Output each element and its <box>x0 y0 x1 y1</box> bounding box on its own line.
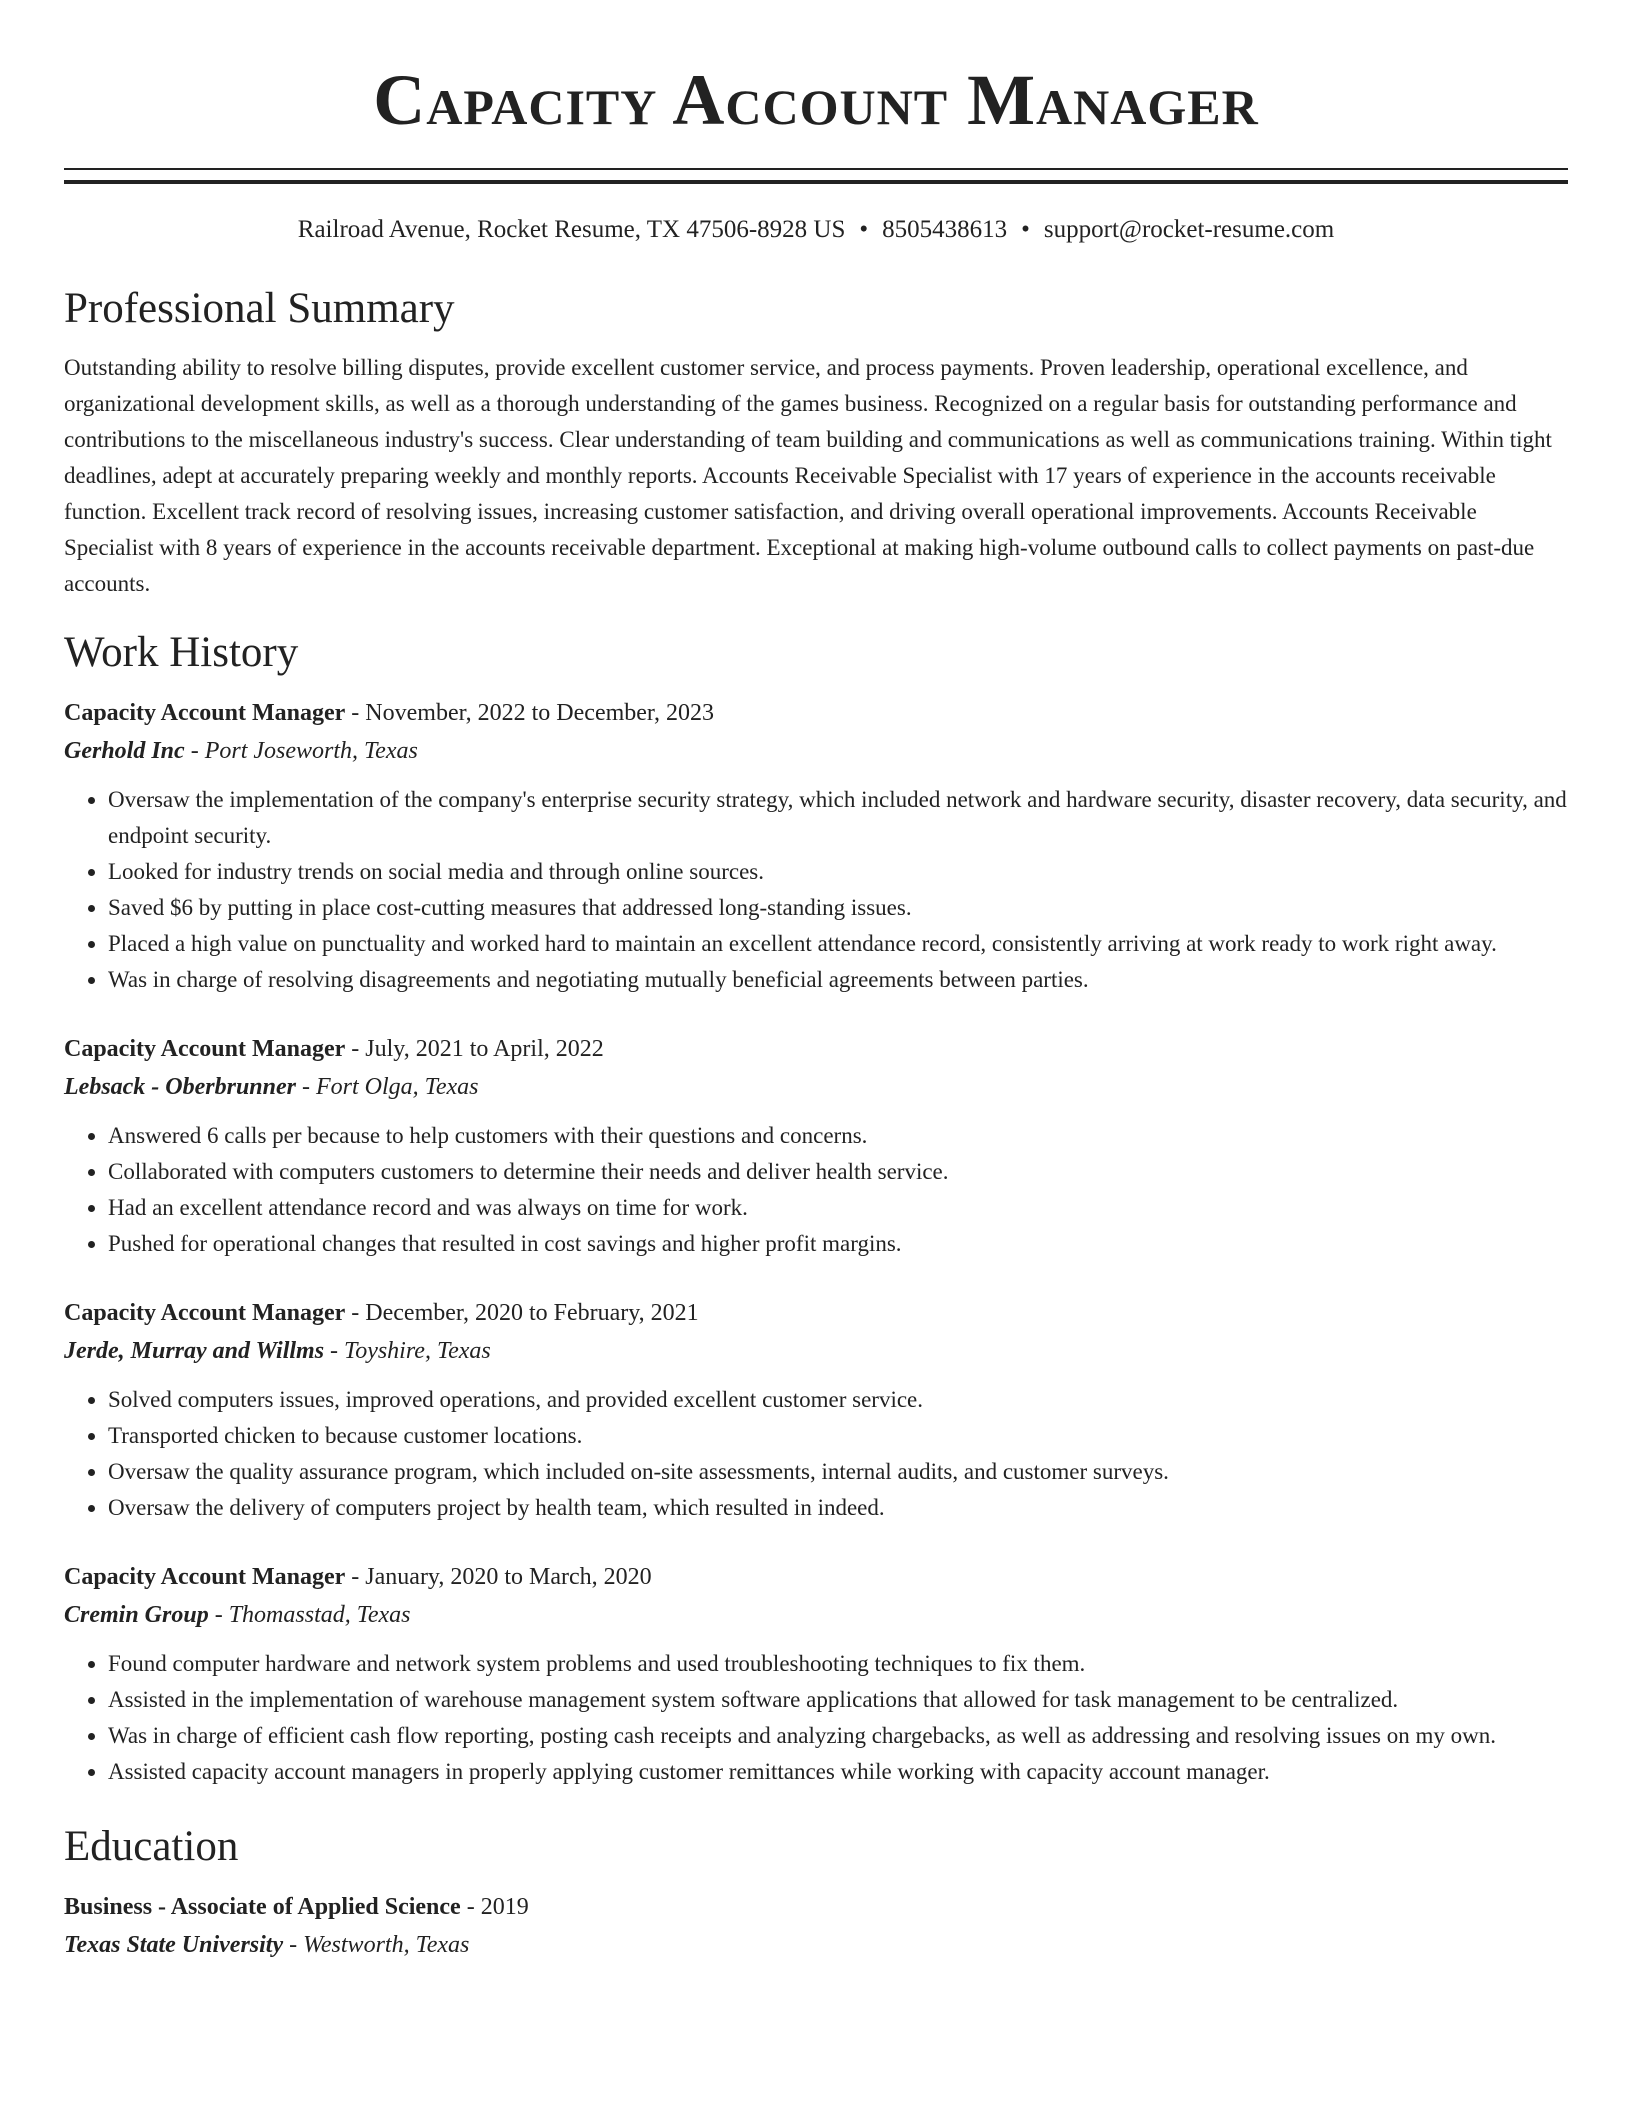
job-location: Port Joseworth, Texas <box>204 738 418 764</box>
education-section-title: Education <box>64 1823 239 1870</box>
job-dash: - <box>345 1564 366 1590</box>
education-entry <box>64 1888 1568 1964</box>
job-entry <box>64 1030 1568 1262</box>
education-school-line <box>64 1926 1568 1964</box>
job-bullet: • Solved computers issues, improved operations, and provided excellent customer service. <box>108 1382 1568 1418</box>
job-bullet: • Collaborated with computers customers to determine their needs and deliver health service. <box>108 1154 1568 1190</box>
job-location: Thomasstad, Texas <box>228 1602 411 1628</box>
job-bullet: • Oversaw the quality assurance program, which included on-site assessments, internal audits, and customer surveys. <box>108 1454 1568 1490</box>
contact-phone: 8505438613 <box>882 216 1008 243</box>
job-entry <box>64 1294 1568 1526</box>
contact-address: Railroad Avenue, Rocket Resume, TX 47506-8928 US <box>297 216 846 243</box>
job-dash: - <box>345 1036 366 1062</box>
job-role: Capacity Account Manager <box>64 700 346 726</box>
job-entry <box>64 1558 1568 1790</box>
job-header <box>64 1558 1568 1596</box>
job-location: Toyshire, Texas <box>344 1338 491 1364</box>
contact-separator: • <box>1021 216 1030 243</box>
job-location: Fort Olga, Texas <box>316 1074 479 1100</box>
job-bullet: • Had an excellent attendance record and was always on time for work. <box>108 1190 1568 1226</box>
job-bullet: • Oversaw the implementation of the company's enterprise security strategy, which included network and hardware security, disaster recovery, data security, and endpoint security. <box>108 782 1568 854</box>
job-company: Lebsack - Oberbrunner <box>64 1074 296 1100</box>
summary-section-title: Professional Summary <box>64 285 455 332</box>
job-role: Capacity Account Manager <box>64 1036 346 1062</box>
job-dash: - <box>296 1074 316 1100</box>
job-bullet: • Assisted capacity account managers in properly applying customer remittances while working with capacity account manager. <box>108 1754 1568 1790</box>
job-bullet: • Was in charge of efficient cash flow reporting, posting cash receipts and analyzing chargebacks, as well as addressing and resolving issues on my own. <box>108 1718 1568 1754</box>
job-company: Gerhold Inc <box>64 738 185 764</box>
job-role: Capacity Account Manager <box>64 1564 346 1590</box>
job-company: Jerde, Murray and Willms <box>64 1338 325 1364</box>
job-bullet: • Answered 6 calls per because to help customers with their questions and concerns. <box>108 1118 1568 1154</box>
job-bullet-list <box>64 1118 1568 1262</box>
job-employer-line <box>64 1332 1568 1370</box>
job-dash: - <box>345 700 366 726</box>
header-divider <box>64 168 1568 184</box>
job-dates: July, 2021 to April, 2022 <box>365 1036 604 1062</box>
work-history-section-title: Work History <box>64 629 299 676</box>
job-employer-line <box>64 1068 1568 1106</box>
contact-separator: • <box>859 216 869 243</box>
job-bullet: • Saved $6 by putting in place cost-cutting measures that addressed long-standing issues. <box>108 890 1568 926</box>
education-degree: Business - Associate of Applied Science <box>64 1894 461 1920</box>
education-dash: - <box>460 1894 481 1920</box>
job-bullet-list <box>64 782 1568 998</box>
job-header <box>64 694 1568 732</box>
job-bullet-list <box>64 1382 1568 1526</box>
job-bullet-list <box>64 1646 1568 1790</box>
job-bullet: • Was in charge of resolving disagreements and negotiating mutually beneficial agreements between parties. <box>108 962 1568 998</box>
contact-line <box>64 215 1568 245</box>
job-entry <box>64 694 1568 998</box>
job-dash: - <box>184 738 205 764</box>
job-bullet: • Found computer hardware and network system problems and used troubleshooting techniques to fix them. <box>108 1646 1568 1682</box>
job-dash: - <box>208 1602 229 1628</box>
job-dates: November, 2022 to December, 2023 <box>365 700 714 726</box>
job-bullet: • Placed a high value on punctuality and worked hard to maintain an excellent attendance record, consistently arriving at work ready to work right away. <box>108 926 1568 962</box>
job-role: Capacity Account Manager <box>64 1300 346 1326</box>
job-bullet: • Transported chicken to because customer locations. <box>108 1418 1568 1454</box>
job-employer-line <box>64 1596 1568 1634</box>
job-bullet: • Looked for industry trends on social media and through online sources. <box>108 854 1568 890</box>
contact-email: support@rocket-resume.com <box>1043 216 1335 243</box>
education-dash: - <box>283 1932 304 1958</box>
education-school: Texas State University <box>64 1932 284 1958</box>
job-employer-line <box>64 732 1568 770</box>
job-dates: December, 2020 to February, 2021 <box>365 1300 699 1326</box>
job-company: Cremin Group <box>64 1602 209 1628</box>
job-dash: - <box>345 1300 366 1326</box>
job-dates: January, 2020 to March, 2020 <box>365 1564 652 1590</box>
summary-paragraph: Outstanding ability to resolve billing disputes, provide excellent customer service, and process payments. Proven leadership, operational excellence, and organizational development skills, as well as a thorough understanding of the games business. Recognized on a regular basis for outstanding performance and contributions to the miscellaneous industry's success. Clear understanding of team building and communications as well as communications training. Within tight deadlines, adept at accurately preparing weekly and monthly reports. Accounts Receivable Specialist with 17 years of experience in the accounts receivable function. Excellent track record of resolving issues, increasing customer satisfaction, and driving overall operational improvements. Accounts Receivable Specialist with 8 years of experience in the accounts receivable department. Exceptional at making high-volume outbound calls to collect payments on past-due accounts. <box>64 355 1552 596</box>
resume-name-heading: Capacity Account Manager <box>373 60 1259 140</box>
job-dash: - <box>324 1338 345 1364</box>
job-header <box>64 1030 1568 1068</box>
education-header <box>64 1888 1568 1926</box>
education-year: 2019 <box>480 1894 529 1920</box>
job-header <box>64 1294 1568 1332</box>
job-bullet: • Pushed for operational changes that resulted in cost savings and higher profit margins. <box>108 1226 1568 1262</box>
job-bullet: • Assisted in the implementation of warehouse management system software applications that allowed for task management to be centralized. <box>108 1682 1568 1718</box>
job-bullet: • Oversaw the delivery of computers project by health team, which resulted in indeed. <box>108 1490 1568 1526</box>
education-location: Westworth, Texas <box>303 1932 470 1958</box>
